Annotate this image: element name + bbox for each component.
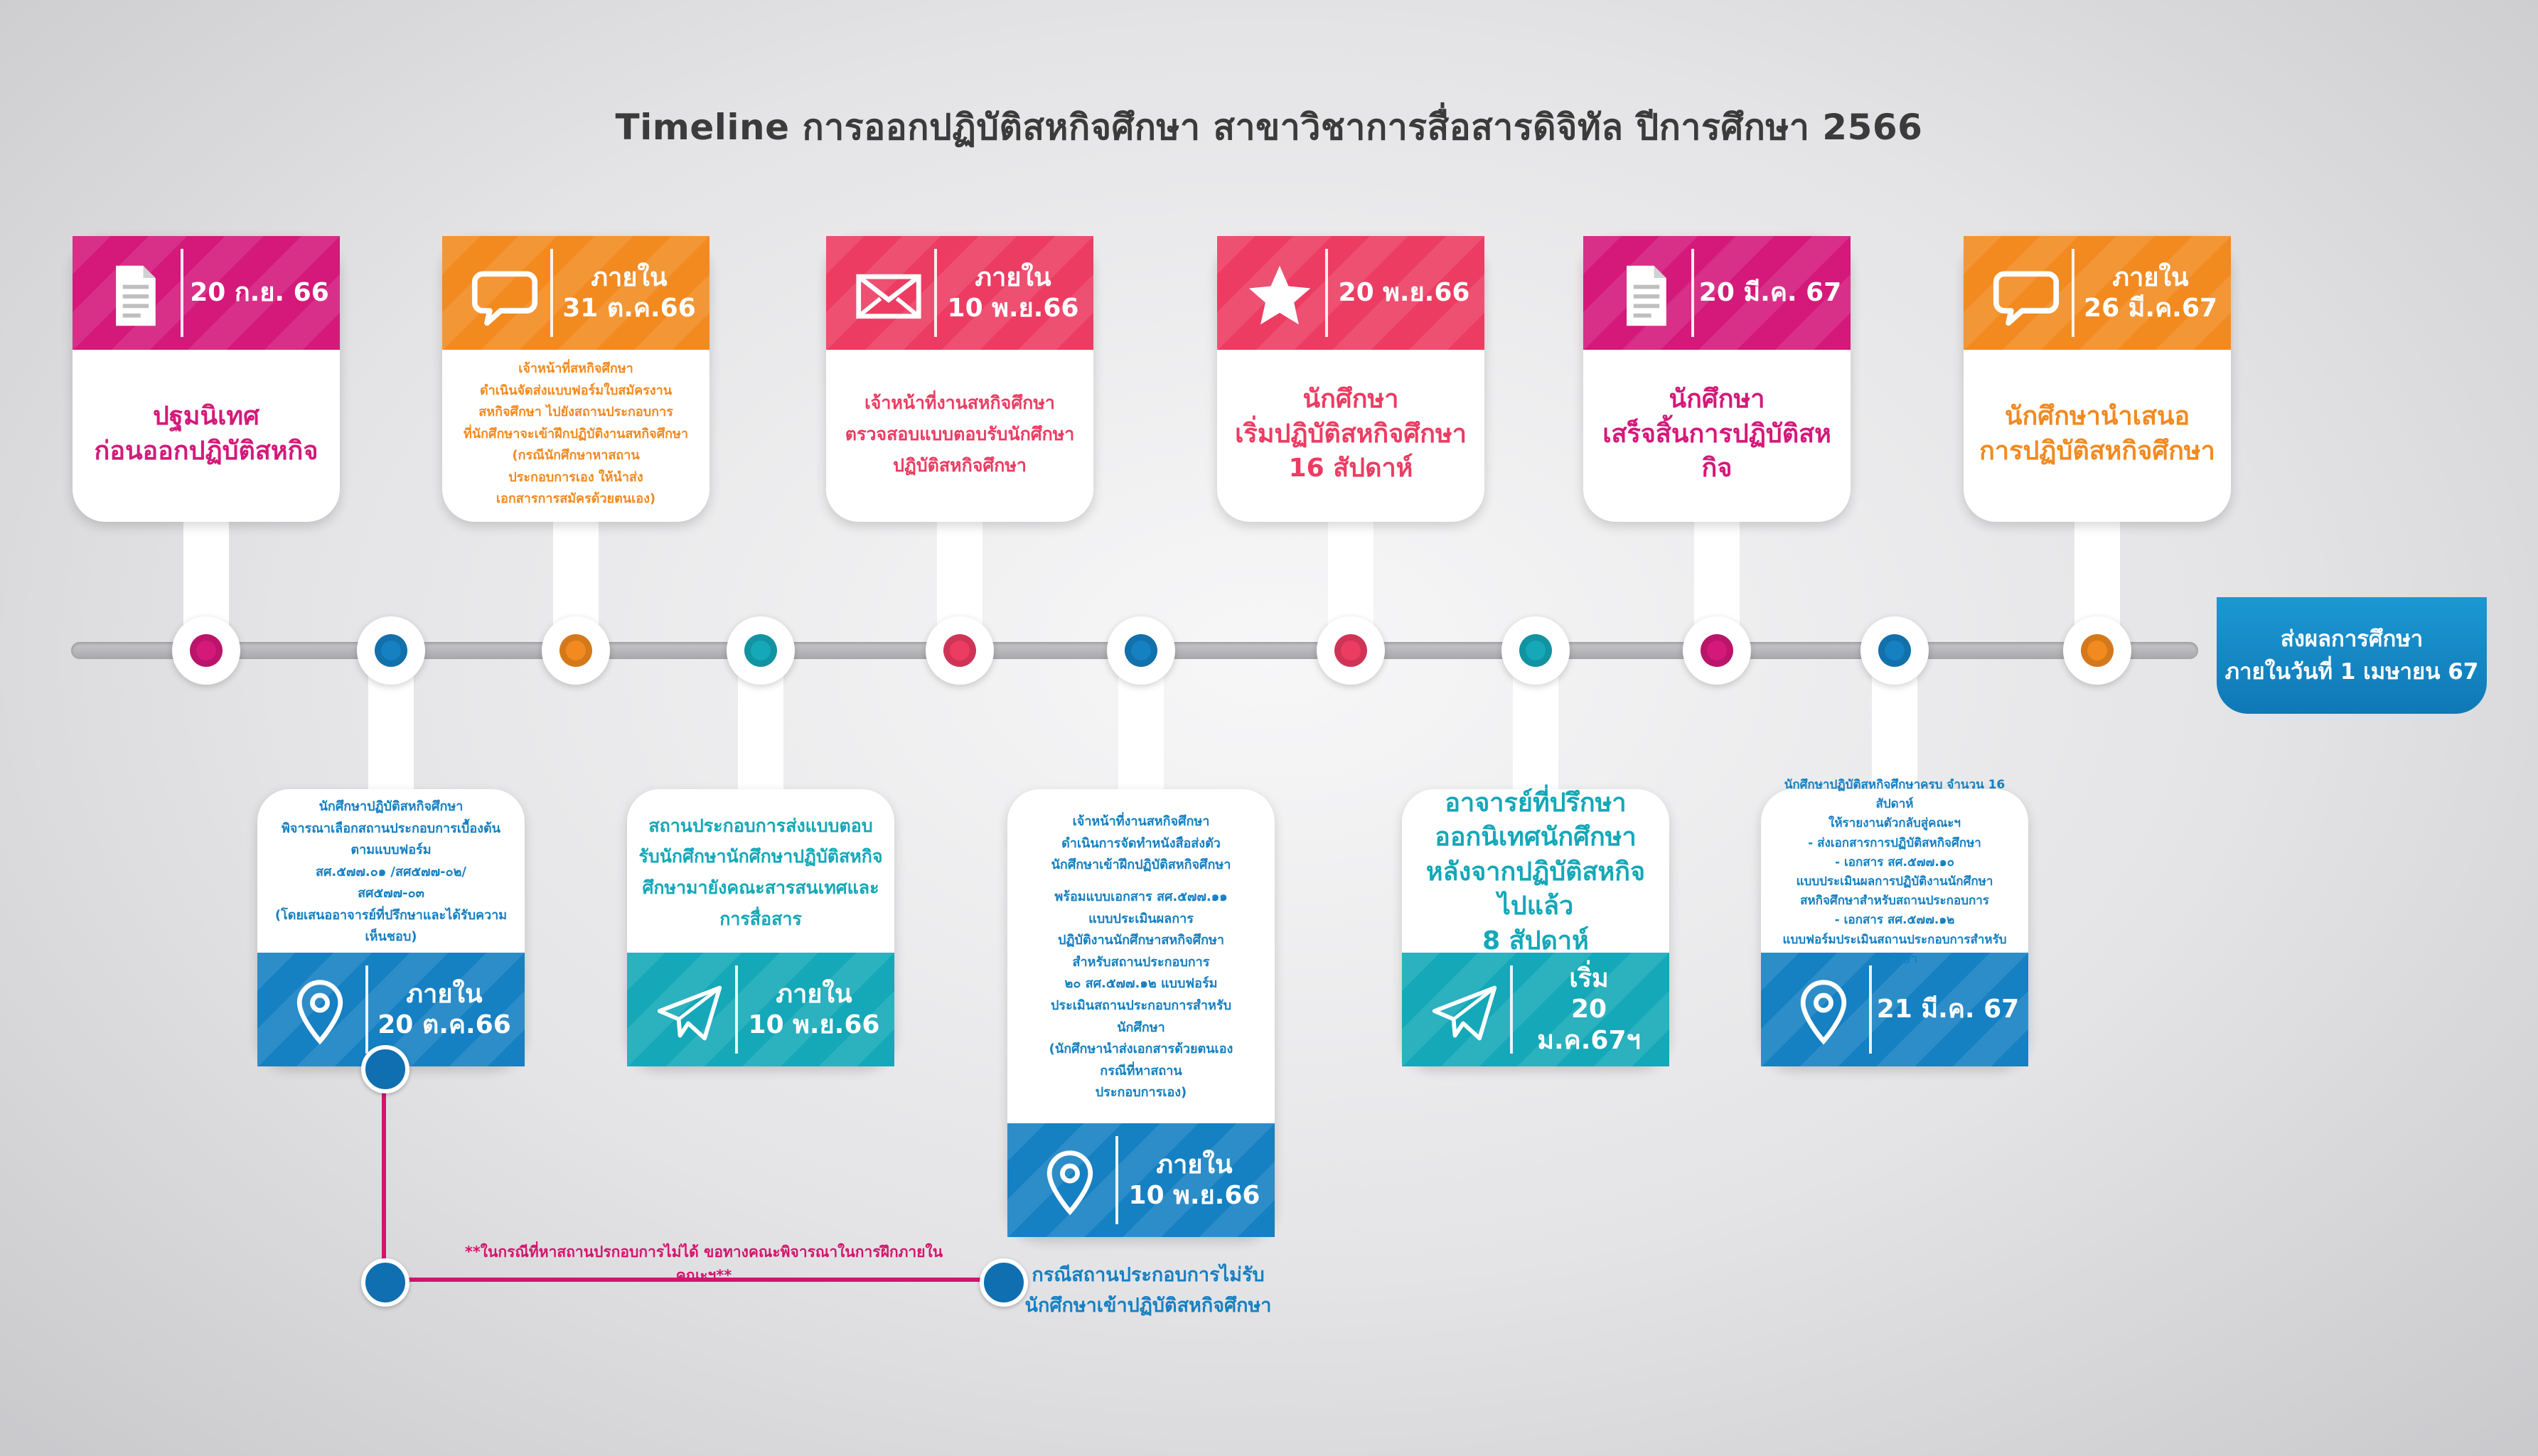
timeline-node [542,616,610,685]
step-description-line: ปฐมนิเทศ [153,402,259,432]
step-description-line: ปฏิบัติงานนักศึกษาสหกิจศึกษา [1058,933,1224,948]
step-date-line: 26 มี.ค.67 [2084,294,2217,323]
step-card-header [1761,953,2028,1066]
step-description-line: 8 สัปดาห์ [1482,926,1589,956]
page-title: Timeline การออกปฏิบัติสหกิจศึกษา สาขาวิชาการสื่อสารดิจิทัล ปีการศึกษา 2566 [615,107,1923,148]
connector-stem [368,675,414,803]
step-description-line: แบบประเมินผลการปฏิบัติงานนักศึกษา [1796,874,1993,889]
paper-plane-icon [1428,978,1501,1046]
step-date-line: 20 ม.ค.67ฯ [1537,995,1641,1055]
header-divider [1115,1136,1118,1224]
header-divider [550,249,553,337]
step-date-line: 10 พ.ย.66 [1128,1181,1260,1210]
timeline-node [1860,616,1929,685]
step-description-line: ปฏิบัติสหกิจศึกษา [893,454,1027,476]
step-description-line: ประเมินสถานประกอบการสำหรับ [1050,998,1231,1014]
step-card-header [1964,236,2231,350]
step-card-header [627,953,894,1066]
step-description [1975,357,2220,512]
paper-plane-icon [653,978,727,1046]
alternate-path-label-line-1: กรณีสถานประกอบการไม่รับ [1032,1264,1265,1286]
alternate-path-label-line-2: นักศึกษาเข้าปฏิบัติสหกิจศึกษา [1024,1295,1272,1317]
timeline-node-dot [1125,634,1157,667]
step-description-line: - เอกสาร สศ.๕๗๗.๑๐ [1835,855,1954,869]
step-description-line: (นักศึกษานำส่งเอกสารด้วยตนเอง [1049,1042,1233,1057]
step-description-line: - ส่งเอกสารการปฏิบัติสหกิจศึกษา [1808,835,1981,850]
step-description-line: เจ้าหน้าที่งานสหกิจศึกษา [864,392,1055,414]
step-description [1595,357,1839,512]
header-divider [1325,249,1328,337]
step-description-line: เริ่มปฏิบัติสหกิจศึกษา [1235,419,1467,449]
step-description-line: เอกสารการสมัครด้วยตนเอง) [496,491,656,507]
step-card-header [1583,236,1851,350]
alternate-path-vertical [382,1066,386,1280]
location-pin-icon [1033,1149,1107,1217]
step-description-line: การปฏิบัติสหกิจศึกษา [1979,437,2215,466]
location-pin-icon [283,978,357,1046]
location-pin-icon [1787,978,1860,1046]
step-description [454,357,698,512]
connector-stem [738,675,783,803]
step-date-line: ภายใน [776,979,852,1009]
step-date-line: ภายใน [975,262,1051,292]
step-date [1516,953,1662,1066]
step-card-header [1402,953,1669,1066]
header-divider [1510,965,1513,1054]
timeline-node [357,616,425,685]
step-description-line: ประกอบการเอง) [1095,1085,1187,1101]
step-card-header [73,236,340,350]
step-description-line: ให้รายงานตัวกลับสู่คณะฯ [1828,816,1961,831]
header-divider [1869,965,1872,1054]
step-description [84,357,328,512]
header-divider [2072,249,2074,337]
final-line-2: ภายในวันที่ 1 เมษายน 67 [2224,659,2479,685]
step-description-line: เสร็จสิ้นการปฏิบัติสหกิจ [1602,419,1831,483]
step-card-header [1007,1123,1275,1237]
step-card-header [1217,236,1484,350]
step-description-line: สหกิจศึกษา ไปยังสถานประกอบการ [478,405,673,420]
step-card [1583,236,1851,522]
step-date [1697,236,1843,350]
step-date-line: 20 พ.ย.66 [1338,278,1470,308]
step-date-line: ภายใน [1156,1150,1233,1179]
step-description-line: ดำเนินจัดส่งแบบฟอร์มใบสมัครงาน [479,382,673,398]
timeline-node [1317,616,1385,685]
step-description-line: (กรณีนักศึกษาหาสถาน [512,448,640,464]
step-description-line: หลังจากปฏิบัติสหกิจไปแล้ว [1425,857,1646,921]
timeline-node [1683,616,1751,685]
step-description-line: รับนักศึกษานักศึกษาปฏิบัติสหกิจ [638,846,883,867]
alternate-path-node-start [361,1045,409,1093]
step-card [1007,789,1275,1237]
step-description-line: สศ๕๗๗-๐๓ [358,886,424,901]
header-divider [1691,249,1694,337]
timeline-node [926,616,994,685]
step-date-line: 10 พ.ย.66 [748,1010,880,1039]
timeline-node-dot [943,634,976,667]
step-description-line: 16 สัปดาห์ [1288,454,1413,483]
step-description-line: นักศึกษานำเสนอ [2004,402,2190,432]
step-description [1019,799,1263,1116]
step-description-line: นักศึกษาปฏิบัติสหกิจศึกษา [318,798,464,814]
step-description-line: ออกนิเทศนักศึกษา [1435,823,1637,852]
timeline-node-dot [2081,634,2114,667]
step-description-line: นักศึกษา [1669,385,1765,414]
step-card [73,236,340,522]
timeline-node [2063,616,2131,685]
timeline-node-dot [1334,634,1367,667]
step-card [627,789,894,1066]
step-date-line: 20 ก.ย. 66 [190,278,329,308]
step-description-line: - เอกสาร สศ.๕๗๗.๑๒ [1834,913,1955,928]
step-card [826,236,1093,522]
connector-stem [1513,675,1558,803]
step-description-line: ดำเนินการจัดทำหนังสือส่งตัว [1061,835,1221,851]
step-description-line: สำหรับสถานประกอบการ [1072,954,1210,970]
document-icon [1609,262,1683,330]
step-date-line: 20 ต.ค.66 [378,1010,511,1039]
step-date [186,236,333,350]
step-description-line: (โดยเสนออาจารย์ที่ปรึกษาและได้รับความเห็นชอบ) [274,907,508,945]
timeline-node [727,616,795,685]
step-description-line: กรณีที่หาสถาน [1100,1063,1182,1078]
timeline-node-dot [1701,634,1733,667]
step-description-line: พิจารณาเลือกสถานประกอบการเบื้องต้น [282,820,500,836]
step-date-line: ภายใน [2112,262,2189,292]
step-date-line: ภายใน [591,262,668,292]
step-description-line: ศึกษามายังคณะสารสนเทศและการสื่อสาร [642,877,879,929]
step-description-line: นักศึกษาปฏิบัติสหกิจศึกษาครบ จำนวน 16 สัปดาห์ [1784,778,2006,812]
step-description-line: สศ.๕๗๗.๐๑ /สศ๕๗๗-๐๒/ [315,864,467,879]
step-description [1772,778,2017,966]
step-card [1402,789,1669,1066]
step-date [940,236,1086,350]
step-description-line: ตรวจสอบแบบตอบรับนักศึกษา [845,424,1075,445]
step-description-line: ที่นักศึกษาจะเข้าฝึกปฏิบัติงานสหกิจศึกษา [463,426,688,441]
header-divider [181,249,183,337]
step-description-line: ๒๐ สศ.๕๗๗.๑๒ แบบฟอร์ม [1064,976,1218,992]
step-description-line: เจ้าหน้าที่สหกิจศึกษา [518,360,633,376]
step-date-line: 21 มี.ค. 67 [1876,995,2020,1024]
step-date [1331,236,1477,350]
step-date [1875,953,2021,1066]
step-date-line: 10 พ.ย.66 [947,294,1079,323]
step-description-line: นักศึกษาเข้าฝึกปฏิบัติสหกิจศึกษา [1051,857,1231,873]
step-description [1413,788,1658,956]
header-divider [934,249,937,337]
step-description-line: แบบประเมินผลการ [1088,911,1194,926]
step-description [638,799,883,946]
timeline-node [1107,616,1175,685]
step-description-line: ก่อนออกปฏิบัติสหกิจ [94,437,318,466]
step-card [442,236,710,522]
timeline-node-dot [559,634,592,667]
step-description [1228,357,1473,512]
timeline-node [1501,616,1570,685]
step-card [1964,236,2231,522]
step-date-line: 20 มี.ค. 67 [1698,278,1842,308]
envelope-icon [852,262,926,330]
step-date [2077,236,2224,350]
final-line-1: ส่งผลการศึกษา [2280,626,2424,652]
connector-stem [1118,675,1164,803]
step-description-line: เจ้าหน้าที่งานสหกิจศึกษา [1072,813,1210,829]
step-date [556,236,702,350]
step-description-line: ประกอบการเอง ให้นำส่ง [508,469,643,485]
timeline-node-dot [375,634,407,667]
header-divider [365,965,368,1054]
step-card [1217,236,1484,522]
chat-bubble-icon [1989,262,2063,330]
step-description-line: นักศึกษา [1117,1019,1165,1035]
final-result-box [2217,597,2487,714]
step-description [837,357,1082,512]
alternate-path-note: **ในกรณีที่หาสถานปรกอบการไม่ได้ ขอทางคณะพิจารณาในการฝึกภายในคณะฯ** [464,1243,943,1284]
step-date-line: 31 ต.ค.66 [562,294,696,323]
step-description-line: สถานประกอบการส่งแบบตอบ [648,815,873,836]
step-description-line: พร้อมแบบเอกสาร สศ.๕๗๗.๑๑ [1054,889,1228,905]
step-description-line: แบบฟอร์มประเมินสถานประกอบการสำหรับนักศึกษา [1782,932,2007,966]
timeline-node-dot [744,634,777,667]
timeline-node-dot [1519,634,1552,667]
step-card-header [826,236,1093,350]
step-date-line: เริ่ม [1569,964,1609,994]
alternate-path-node-mid [361,1258,409,1307]
timeline-node-dot [1878,634,1911,667]
chat-bubble-icon [468,262,542,330]
timeline-node [172,616,240,685]
step-date-line: ภายใน [406,979,483,1009]
step-card-header [442,236,710,350]
step-description-line: สหกิจศึกษาสำหรับสถานประกอบการ [1800,894,1989,909]
step-card [257,789,525,1066]
step-description [269,799,513,946]
step-card [1761,778,2028,1066]
timeline-node-dot [190,634,223,667]
step-description-line: อาจารย์ที่ปรึกษา [1445,788,1627,818]
star-icon [1243,262,1317,330]
step-date [1121,1123,1268,1237]
step-date [741,953,887,1066]
step-description-line: ตามแบบฟอร์ม [350,842,432,858]
step-description-line: นักศึกษา [1302,385,1399,414]
document-icon [98,262,172,330]
alternate-path-label [1013,1260,1283,1321]
header-divider [735,965,738,1054]
